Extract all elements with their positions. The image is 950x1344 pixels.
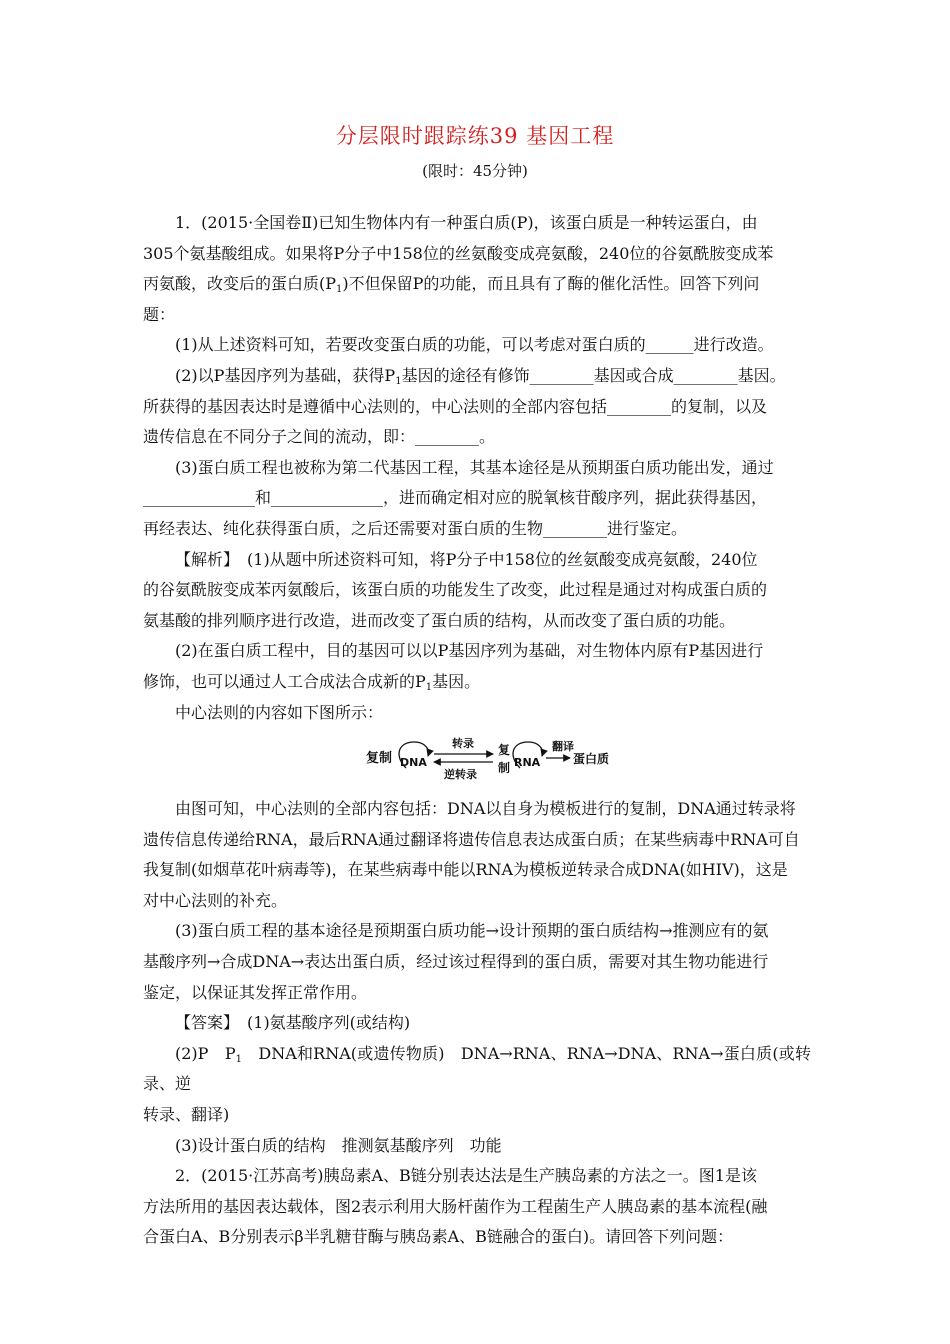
rna-replication-label-top: 复 — [498, 743, 511, 758]
q1-stem: 1．(2015·全国卷Ⅱ)已知生物体内有一种蛋白质(P)，该蛋白质是一种转运蛋白，由 — [175, 213, 758, 232]
rna-replication-label-bottom: 制 — [498, 761, 511, 776]
analysis-tag: 【解析】 — [175, 549, 232, 569]
dna-node: DNA — [400, 756, 427, 770]
q1-part3: (3)蛋白质工程也被称为第二代基因工程，其基本途径是从预期蛋白质功能出发，通过 — [175, 457, 774, 477]
reverse-transcription-label: 逆转录 — [444, 768, 477, 782]
time-limit: (限时：45分钟) — [422, 162, 528, 180]
rna-node: RNA — [514, 756, 541, 770]
answer-section: 【答案】 (1)氨基酸序列(或结构) — [175, 1013, 411, 1033]
protein-node: 蛋白质 — [573, 752, 610, 767]
replication-label-dna: 复制 — [366, 751, 393, 767]
q1-part1: (1)从上述资料可知，若要改变蛋白质的功能，可以考虑对蛋白质的______进行改造。 — [175, 335, 774, 355]
q2-stem: 2．(2015·江苏高考)胰岛素A、B链分别表达法是生产胰岛素的方法之一。图1是该 — [175, 1166, 757, 1186]
document-body: 1．(2015·全国卷Ⅱ)已知生物体内有一种蛋白质(P)，该蛋白质是一种转运蛋白，由 305个氨基酸组成。如果将P分子中158位的丝氨酸变成亮氨酸，240位的谷氨酰胺变成苯 丙氨酸，改变后的蛋白质$(P_1)$不但保留P的功能，而且具有了酶的催化活性。回答下列问 题： (1)从上述资料可知，若要改变蛋白质的功能，可以考虑对蛋白质的______进行改造。 (2)以P基因序列为基础，获得$P_1$基因的途径有修饰________基因或合成________基因。 所获得的基因表达时是遵循中心法则的，中心法则的全部内容包括________的复制，以及 遗传信息在不同分子之间的流动，即：________。 (3)蛋白质工程也被称为第二代基因工程，其基本途径是从预期蛋白质功能出发，通过 ______________和______________，进而确定相对应的脱氧核苷酸序列，据此获得基因， 再经表达、纯化获得蛋白质，之后还需要对蛋白质的生物________进行鉴定。 【解析】 (1)从题中所述资料可知，将P分子中158位的丝氨酸变成亮氨酸，240位 的谷氨酰胺变成苯丙氨酸后，该蛋白质的功能发生了改变，此过程是通过对构成蛋白质的 氨基酸的排列顺序进行改造，进而改变了蛋白质的结构，从而改变了蛋白质的功能。 (2)在蛋白质工程中，目的基因可以以P基因序列为基础，对生物体内原有P基因进行 修饰，也可以通过人工合成法合成新的$P_1$基因。 中心法则的内容如下图所示： 复制 DNA 转录 逆转录 复 制 RNA 翻译 蛋白质 由图可知，中心法则的全部内容包括：DNA以自身为模板进行的复制，DNA通过转录将 遗传信息传递给RNA，最后RNA通过翻译将遗传信息表达成蛋白质；在某些病毒中RNA可自 我复制(如烟草花叶病毒等)，在某些病毒中能以RNA为模板逆转录合成DNA(如HIV)，这是 对中心法则的补充。 (3)蛋白质工程的基本途径是预期蛋白质功能→设计预期的蛋白质结构→推测应有的氨 基酸序列→合成DNA→表达出蛋白质，经过该过程得到的蛋白质，需要对其生物功能进行 鉴定，以保证其发挥正常作用。 【答案】 (1)氨基酸序列(或结构) (2)P $P_1$ DNA和RNA(或遗传物质) DNA→RNA、RNA→DNA、RNA→蛋白质(或转录、逆 转录、翻译) (3)设计蛋白质的结构 推测氨基酸序列 功能 2．(2015·江苏高考)胰岛素A、B链分别表达法是生产胰岛素的方法之一。图1是该 方法所用的基因表达载体，图2表示利用大肠杆菌作为工程菌生产人胰岛素的基本流程(融 合蛋白A、B分别表示β半乳糖苷酶与胰岛素A、B链融合的蛋白)。请回答下列问题： — [143, 208, 811, 1253]
answer-tag: 【答案】 — [175, 1013, 232, 1033]
translation-label: 翻译 — [552, 740, 574, 754]
central-dogma-diagram — [143, 728, 811, 794]
q1-part2: (2)以P基因序列为基础，获得$P_1$基因的途径有修饰________基因或合成________基因。 — [175, 365, 786, 387]
central-dogma-svg — [366, 732, 616, 790]
analysis-section: 【解析】 (1)从题中所述资料可知，将P分子中158位的丝氨酸变成亮氨酸，240位 — [175, 549, 758, 569]
transcription-label: 转录 — [452, 737, 474, 751]
page-title: 分层限时跟踪练39 基因工程 — [335, 124, 615, 148]
